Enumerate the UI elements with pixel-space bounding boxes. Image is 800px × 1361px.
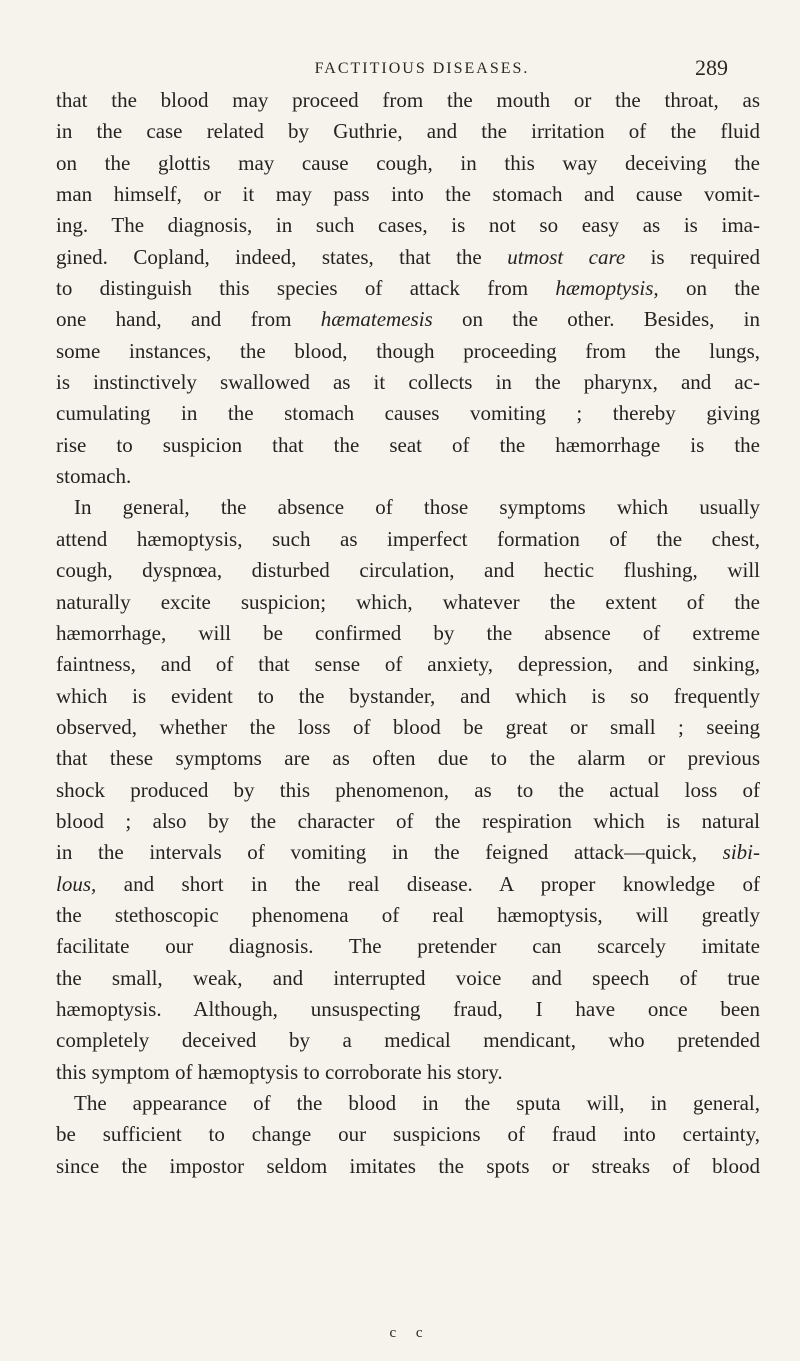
text-line: rise to suspicion that the seat of the hæmorrhage is the <box>56 432 760 457</box>
text-line: man himself, or it may pass into the stomach and cause vomit- <box>56 182 760 207</box>
text-line: faintness, and of that sense of anxiety, depression, and sinking, <box>56 652 760 677</box>
text-line: on the glottis may cause cough, in this way deceiving the <box>56 150 760 175</box>
text-line: observed, whether the loss of blood be great or small ; seeing <box>56 714 760 739</box>
text-line: naturally excite suspicion; which, whatever the extent of the <box>56 589 760 614</box>
signature-mark: c c <box>389 1325 431 1341</box>
text-line: The appearance of the blood in the sputa will, in general, <box>74 1091 760 1115</box>
text-line: In general, the absence of those symptoms which usually <box>74 495 760 520</box>
italic-term: lous, <box>56 871 97 896</box>
text-line: one hand, and from hæmatemesis on the other. Besides, in <box>56 307 760 332</box>
text-line: hæmoptysis. Although, unsuspecting fraud, I have once been <box>56 996 760 1021</box>
text-line: blood ; also by the character of the respiration which is natural <box>56 808 760 833</box>
page-number: 289 <box>695 55 728 80</box>
text-line: some instances, the blood, though proceeding from the lungs, <box>56 338 760 363</box>
text-line: in the case related by Guthrie, and the irritation of the fluid <box>56 119 760 144</box>
text-line: shock produced by this phenomenon, as to the actual loss of <box>56 777 760 802</box>
text-line: the stethoscopic phenomena of real hæmoptysis, will greatly <box>56 902 760 927</box>
text-line: stomach. <box>56 464 132 489</box>
text-line: is instinctively swallowed as it collects in the pharynx, and ac- <box>56 370 760 395</box>
italic-term: sibi- <box>722 840 760 865</box>
text-line: that the blood may proceed from the mouth or the throat, as <box>56 88 760 112</box>
text-line: attend hæmoptysis, such as imperfect formation of the chest, <box>56 526 760 551</box>
text-line: facilitate our diagnosis. The pretender can scarcely imitate <box>56 934 760 959</box>
text-line: in the intervals of vomiting in the feigned attack—quick, sibi- <box>56 840 760 865</box>
text-line: gined. Copland, indeed, states, that the utmost care is required <box>56 244 761 269</box>
text-line: be sufficient to change our suspicions of fraud into certainty, <box>56 1122 760 1147</box>
text-line: lous, and short in the real disease. A proper knowledge of <box>56 871 760 896</box>
body-text <box>56 85 760 1182</box>
text-line: cumulating in the stomach causes vomiting ; thereby giving <box>56 401 760 426</box>
text-line: to distinguish this species of attack from hæmoptysis, on the <box>56 276 761 301</box>
italic-term: utmost care <box>507 244 626 269</box>
text-line: this symptom of hæmoptysis to corroborate his story. <box>56 1059 503 1084</box>
running-head: FACTITIOUS DISEASES. <box>314 60 530 77</box>
italic-term: hæmoptysis, <box>555 276 659 301</box>
text-line: that these symptoms are as often due to the alarm or previous <box>56 746 760 771</box>
text-line: cough, dyspnœa, disturbed circulation, and hectic flushing, will <box>56 558 760 583</box>
text-line: hæmorrhage, will be confirmed by the absence of extreme <box>56 620 760 645</box>
text-line: since the impostor seldom imitates the spots or streaks of blood <box>56 1153 760 1178</box>
text-line: ing. The diagnosis, in such cases, is not so easy as is ima- <box>56 213 760 238</box>
italic-term: hæmatemesis <box>320 307 433 332</box>
text-line: the small, weak, and interrupted voice and speech of true <box>56 965 760 990</box>
text-line: which is evident to the bystander, and which is so frequently <box>56 683 760 708</box>
text-line: completely deceived by a medical mendicant, who pretended <box>56 1028 760 1053</box>
